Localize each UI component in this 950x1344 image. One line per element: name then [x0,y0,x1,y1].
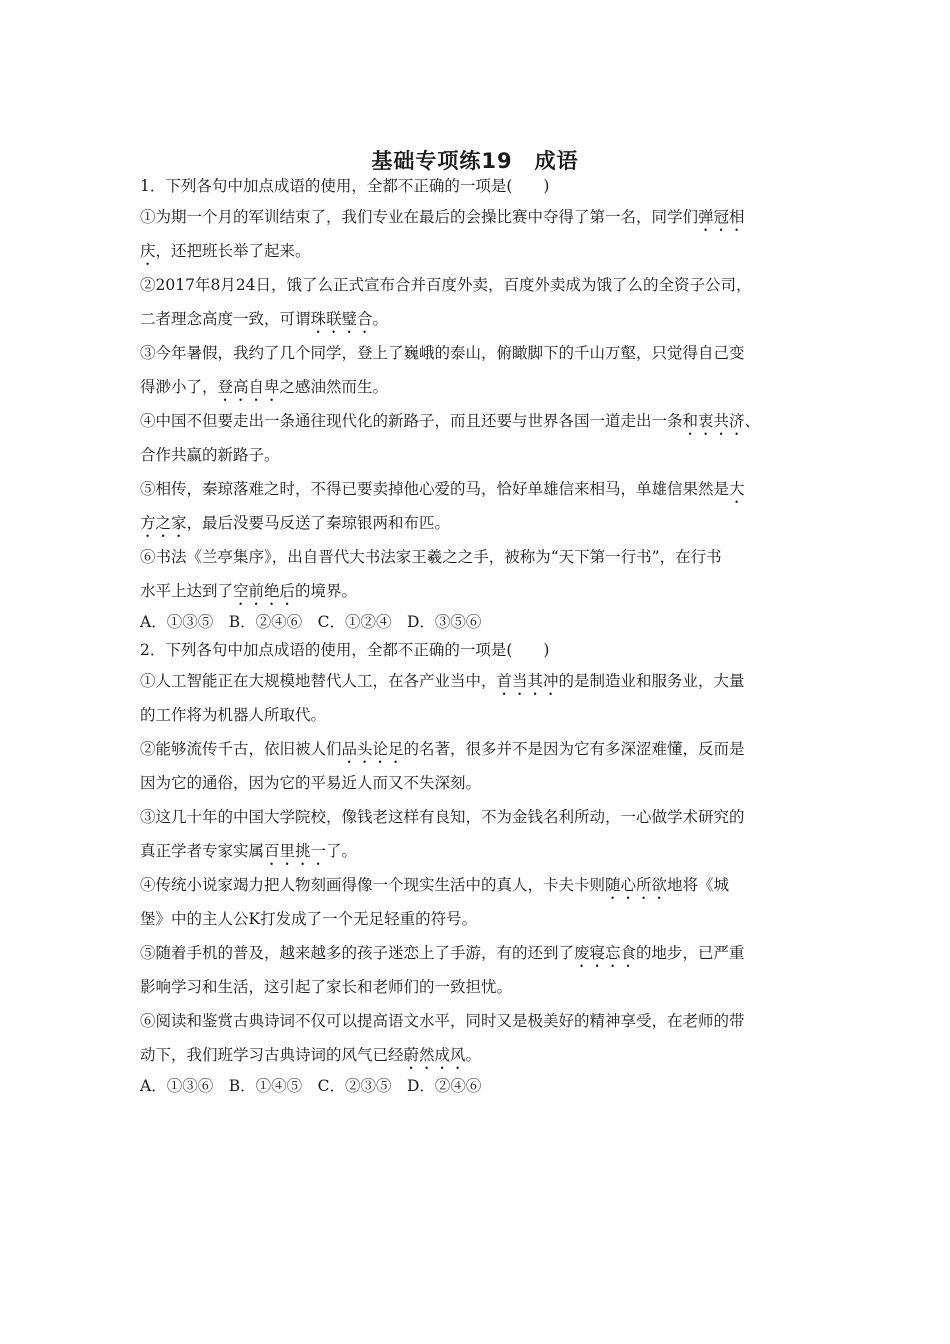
item-text: 水平上达到了 [140,582,234,600]
emphasized-idiom: 方之家 [140,514,187,532]
item-text: ，最后没要马反送了秦琼银两和布匹。 [186,514,451,532]
emphasized-idiom: 弹冠相 [698,208,745,226]
question-item [140,472,830,540]
item-text: 之感油然而生。 [279,378,389,396]
question-item [140,268,830,336]
item-text: ⑤相传，秦琼落难之时，不得已要卖掉他心爱的马，恰好单雄信来相马，单雄信果然是 [140,480,730,498]
item-text: 的是制造业和服务业，大量 [558,672,745,690]
emphasized-idiom: 品头论足 [341,740,404,758]
item-text: 。 [372,310,389,328]
item-text: 了。 [326,842,358,860]
item-text: ④中国不但要走出一条通往现代化的新路子，而且还要与世界各国一道走出一条 [140,412,683,430]
question-item [140,664,830,732]
item-text: ⑥阅读和鉴赏古典诗词不仅可以提高语文水平，同时又是极美好的精神享受，在老师的带 [140,1012,745,1030]
item-text: 真正学者专家实属 [140,842,265,860]
item-text: ①为期一个月的军训结束了，我们专业在最后的会操比赛中夺得了第一名，同学们 [140,208,699,226]
emphasized-idiom: 庆 [140,242,156,260]
question-item [140,936,830,1004]
emphasized-idiom: 废寝忘食 [574,944,637,962]
item-text: 得渺小了， [140,378,218,396]
page-title: 基础专项练19 成语 [371,149,579,173]
question-item [140,1004,830,1072]
item-text: ②能够流传千古，依旧被人们 [140,740,342,758]
item-text: ④传统小说家竭力把人物刻画得像一个现实生活中的真人，卡夫卡则 [140,876,606,894]
item-text: 影响学习和生活，这引起了家长和老师们的一致担忧。 [140,978,513,996]
item-text: 的境界。 [295,582,358,600]
item-text: 的地步，已严重 [636,944,745,962]
emphasized-idiom: 随心所欲 [605,876,668,894]
item-text: 动下，我们班学习古典诗词的风气已经 [140,1046,404,1064]
item-text: 二者理念高度一致，可谓 [140,310,311,328]
question-item [140,404,830,472]
emphasized-idiom: 首当其冲 [496,672,559,690]
item-text: 的工作将为机器人所取代。 [140,706,327,724]
item-text: 因为它的通俗，因为它的平易近人而又不失深刻。 [140,774,482,792]
item-text: ③这几十年的中国大学院校，像钱老这样有良知，不为金钱名利所动，一心做学术研究的 [140,808,745,826]
item-text: 合作共赢的新路子。 [140,446,280,464]
question-stem: 2．下列各句中加点成语的使用，全都不正确的一项是( ) [140,641,550,659]
question-item [140,868,830,936]
item-text: ⑥书法《兰亭集序》，出自晋代大书法家王羲之之手，被称为“天下第一行书”，在行书 [140,548,722,566]
item-text: 。 [465,1046,482,1064]
question-stem: 1．下列各句中加点成语的使用，全都不正确的一项是( ) [140,177,550,195]
answer-options: A．①③⑤ B．②④⑥ C．①②④ D．③⑤⑥ [140,613,482,631]
item-text: ③今年暑假，我约了几个同学，登上了巍峨的泰山，俯瞰脚下的千山万壑，只觉得自己变 [140,344,745,362]
question-item [140,540,830,608]
item-text: 、 [744,412,761,430]
item-text: 的名著，很多并不是因为它有多深涩难懂，反而是 [403,740,745,758]
item-text: 堡》中的主人公K打发成了一个无足轻重的符号。 [140,910,478,928]
question-item [140,336,830,404]
emphasized-idiom: 蔚然成风 [403,1046,466,1064]
emphasized-idiom: 大 [729,480,745,498]
emphasized-idiom: 百里挑一 [264,842,327,860]
emphasized-idiom: 登高自卑 [217,378,280,396]
exercise-content [140,172,830,1100]
item-text: ①人工智能正在大规模地替代人工，在各产业当中， [140,672,497,690]
emphasized-idiom: 和衷共济 [682,412,745,430]
item-text: ⑤随着手机的普及，越来越多的孩子迷恋上了手游，有的还到了 [140,944,575,962]
question-item [140,200,830,268]
emphasized-idiom: 空前绝后 [233,582,296,600]
item-text: ②2017年8月24日，饿了么正式宣布合并百度外卖，百度外卖成为饿了么的全资子公司， [140,276,752,294]
emphasized-idiom: 珠联璧合 [310,310,373,328]
answer-options: A．①③⑥ B．①④⑤ C．②③⑤ D．②④⑥ [140,1077,482,1095]
question-item [140,800,830,868]
item-text: 地将《城 [667,876,730,894]
question-item [140,732,830,800]
item-text: ，还把班长举了起来。 [155,242,311,260]
